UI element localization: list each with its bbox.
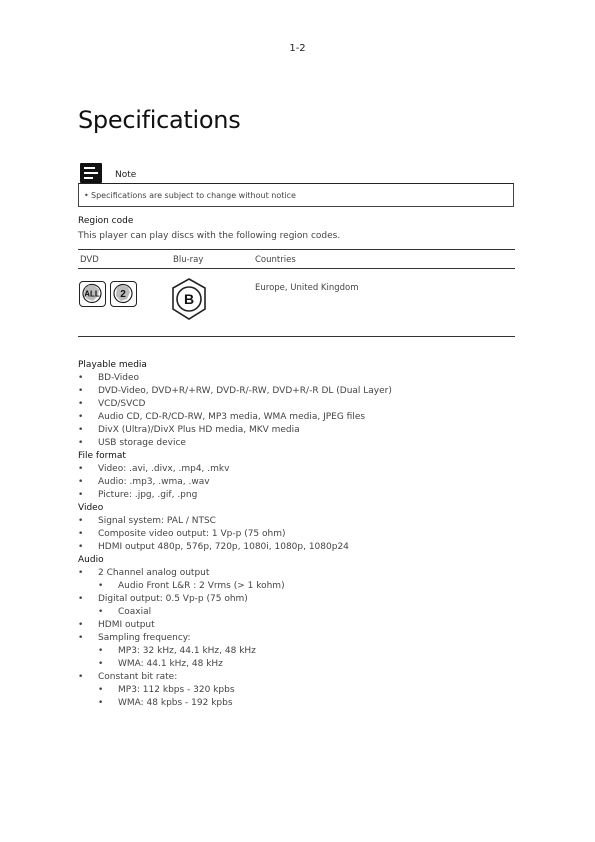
bullet: • bbox=[98, 659, 104, 669]
table-bottom-rule bbox=[78, 336, 515, 337]
column-header-countries: Countries bbox=[255, 255, 296, 265]
list-item-text: Audio: .mp3, .wma, .wav bbox=[98, 477, 210, 487]
page-title: Specifications bbox=[78, 106, 241, 134]
list-item-text: Picture: .jpg, .gif, .png bbox=[98, 490, 198, 500]
section-heading: File format bbox=[78, 451, 126, 461]
note-box bbox=[78, 183, 514, 207]
sub-list-item-text: MP3: 32 kHz, 44.1 kHz, 48 kHz bbox=[118, 646, 256, 656]
list-item bbox=[78, 515, 216, 528]
sub-list-item bbox=[78, 606, 152, 619]
specifications-list bbox=[78, 359, 392, 710]
list-item-text: HDMI output bbox=[98, 620, 155, 630]
bullet: • bbox=[98, 685, 104, 695]
note-text: Specifications are subject to change without notice bbox=[91, 191, 296, 200]
list-item-text: Constant bit rate: bbox=[98, 672, 178, 682]
bullet: • bbox=[78, 386, 84, 396]
list-item-text: DivX (Ultra)/DivX Plus HD media, MKV media bbox=[98, 425, 300, 435]
list-item-text: VCD/SVCD bbox=[98, 399, 146, 409]
sub-list-item-text: WMA: 44.1 kHz, 48 kHz bbox=[118, 659, 223, 669]
dvd-region-all-logo bbox=[79, 281, 106, 307]
bullet: • bbox=[78, 620, 84, 630]
bullet: • bbox=[78, 633, 84, 643]
region-code-heading: Region code bbox=[78, 216, 134, 226]
column-header-dvd: DVD bbox=[80, 255, 99, 265]
page-number: 1-2 bbox=[289, 43, 306, 54]
list-item bbox=[78, 632, 191, 645]
sub-list-item-text: MP3: 112 kbps - 320 kpbs bbox=[118, 685, 235, 695]
list-item-text: DVD-Video, DVD+R/+RW, DVD-R/-RW, DVD+R/-R DL (Dual Layer) bbox=[98, 386, 392, 396]
list-item bbox=[78, 463, 230, 476]
bullet: • bbox=[98, 646, 104, 656]
list-item bbox=[78, 411, 366, 424]
list-item-text: Composite video output: 1 Vp-p (75 ohm) bbox=[98, 529, 286, 539]
section-heading: Audio bbox=[78, 555, 104, 565]
bullet: • bbox=[78, 438, 84, 448]
dvd-region-2-logo bbox=[110, 281, 137, 307]
column-header-bluray: Blu-ray bbox=[173, 255, 204, 265]
bullet: • bbox=[78, 594, 84, 604]
list-item-text: 2 Channel analog output bbox=[98, 568, 210, 578]
table-top-rule bbox=[78, 249, 515, 250]
dvd-region-all-text: ALL bbox=[84, 289, 100, 299]
sub-list-item bbox=[78, 684, 235, 697]
list-item bbox=[78, 424, 300, 437]
bullet: • bbox=[78, 542, 84, 552]
note-icon bbox=[80, 163, 102, 183]
sub-list-item bbox=[78, 658, 223, 671]
bullet: • bbox=[78, 516, 84, 526]
bullet: • bbox=[98, 607, 104, 617]
list-item bbox=[78, 619, 155, 632]
sub-list-item bbox=[78, 580, 285, 593]
bullet: • bbox=[78, 399, 84, 409]
table-header-rule bbox=[78, 268, 515, 269]
list-item bbox=[78, 385, 392, 398]
list-item-text: Signal system: PAL / NTSC bbox=[98, 516, 216, 526]
countries-cell: Europe, United Kingdom bbox=[255, 283, 359, 293]
bullet: • bbox=[78, 672, 84, 682]
dvd-region-2-text: 2 bbox=[120, 289, 126, 300]
section-heading: Video bbox=[78, 503, 104, 513]
list-item-text: Digital output: 0.5 Vp-p (75 ohm) bbox=[98, 594, 248, 604]
list-item bbox=[78, 528, 286, 541]
list-item bbox=[78, 541, 349, 554]
bluray-region-text: B bbox=[183, 291, 195, 307]
sub-list-item-text: WMA: 48 kpbs - 192 kpbs bbox=[118, 698, 233, 708]
list-item-text: BD-Video bbox=[98, 373, 140, 383]
sub-list-item bbox=[78, 645, 256, 658]
list-item bbox=[78, 593, 248, 606]
list-item bbox=[78, 671, 178, 684]
list-item bbox=[78, 567, 210, 580]
bullet: • bbox=[78, 425, 84, 435]
bullet: • bbox=[78, 373, 84, 383]
sub-list-item bbox=[78, 697, 233, 710]
bullet: • bbox=[78, 568, 84, 578]
bullet: • bbox=[78, 412, 84, 422]
list-item-text: USB storage device bbox=[98, 438, 186, 448]
sub-list-item-text: Coaxial bbox=[118, 607, 152, 617]
region-code-description: This player can play discs with the following region codes. bbox=[78, 231, 341, 241]
list-item-text: Sampling frequency: bbox=[98, 633, 191, 643]
bluray-region-b-logo bbox=[170, 278, 208, 324]
list-item-text: HDMI output 480p, 576p, 720p, 1080i, 1080p, 1080p24 bbox=[98, 542, 349, 552]
note-label: Note bbox=[115, 170, 137, 180]
list-item-text: Audio CD, CD-R/CD-RW, MP3 media, WMA media, JPEG files bbox=[98, 412, 366, 422]
bullet: • bbox=[78, 477, 84, 487]
bullet: • bbox=[78, 464, 84, 474]
bullet: • bbox=[78, 490, 84, 500]
bullet: • bbox=[98, 581, 104, 591]
sub-list-item-text: Audio Front L&R : 2 Vrms (> 1 kohm) bbox=[118, 581, 285, 591]
list-item bbox=[78, 372, 147, 385]
list-item-text: Video: .avi, .divx, .mp4, .mkv bbox=[98, 464, 230, 474]
section-heading: Playable media bbox=[78, 360, 147, 370]
list-item bbox=[78, 476, 210, 489]
list-item bbox=[78, 489, 198, 502]
list-item bbox=[78, 398, 147, 411]
bullet: • bbox=[98, 698, 104, 708]
bullet: • bbox=[78, 529, 84, 539]
bullet: • bbox=[84, 191, 89, 200]
list-item bbox=[78, 437, 186, 450]
